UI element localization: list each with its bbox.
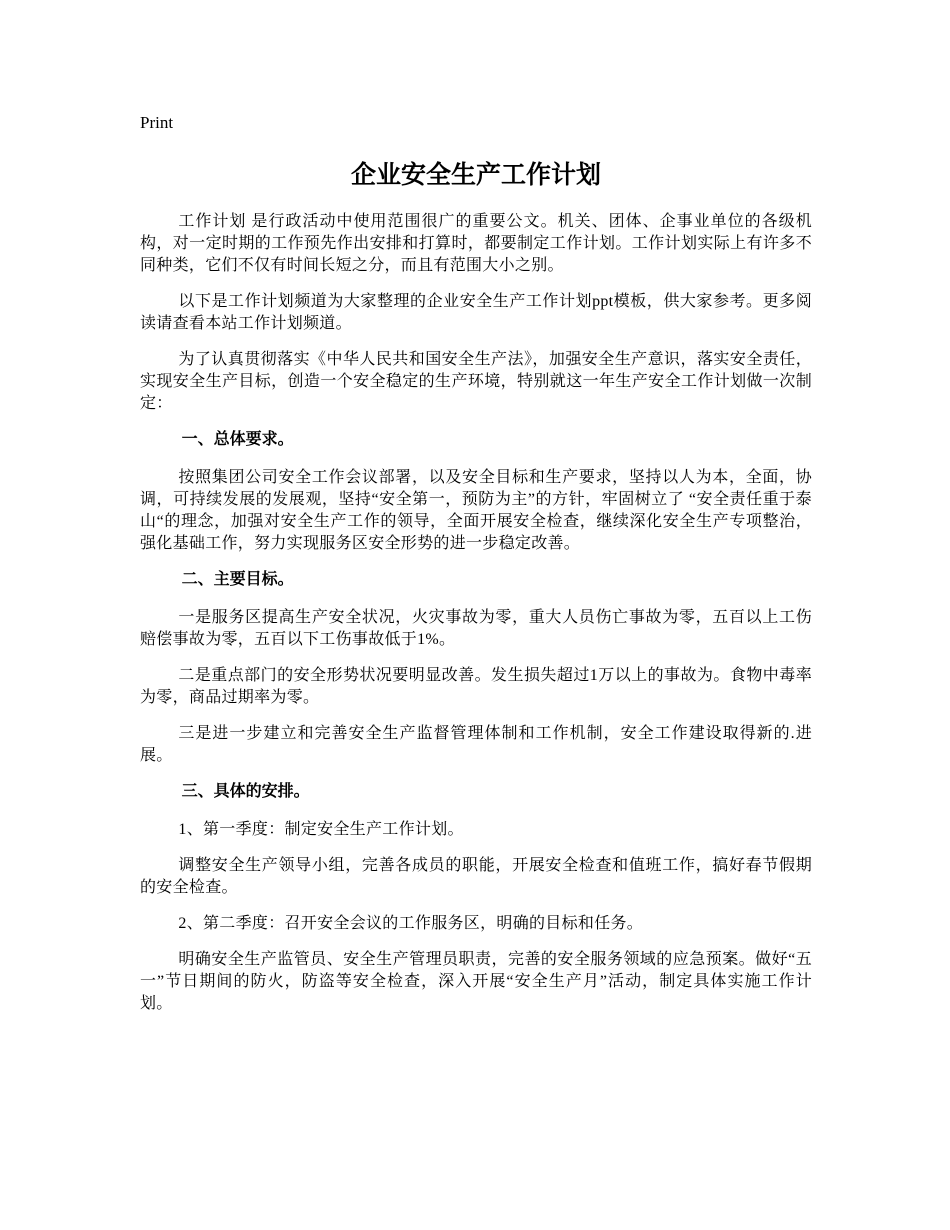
paragraph-goal-1: 一是服务区提高生产安全状况，火灾事故为零，重大人员伤亡事故为零，五百以上工伤赔偿事故为零，五百以下工伤事故低于1%。 — [140, 609, 812, 648]
paragraph-reference: 以下是工作计划频道为大家整理的企业安全生产工作计划ppt模板，供大家参考。更多阅读请查看本站工作计划频道。 — [140, 293, 812, 332]
page-title: 企业安全生产工作计划 — [350, 162, 601, 189]
section-heading-arrangements: 三、具体的安排。 — [181, 783, 310, 800]
section-heading-main-goals: 二、主要目标。 — [181, 571, 294, 588]
paragraph-q1-title: 1、第一季度：制定安全生产工作计划。 — [178, 821, 464, 838]
print-label: Print — [140, 113, 174, 132]
paragraph-q2-detail: 明确安全生产监管员、安全生产管理员职责，完善的安全服务领域的应急预案。做好“五一”节日期间的防火，防盗等安全检查，深入开展“安全生产月”活动，制定具体实施工作计划。 — [140, 951, 812, 1012]
section-heading-general-requirements: 一、总体要求。 — [181, 431, 294, 448]
paragraph-purpose: 为了认真贯彻落实《中华人民共和国安全生产法》，加强安全生产意识，落实安全责任，实现安全生产目标，创造一个安全稳定的生产环境，特别就这一年生产安全工作计划做一次制定： — [140, 351, 812, 412]
paragraph-intro: 工作计划 是行政活动中使用范围很广的重要公文。机关、团体、企事业单位的各级机构，对一定时期的工作预先作出安排和打算时，都要制定工作计划。工作计划实际上有许多不同种类，它们不仅有时间长短之分，而且有范围大小之别。 — [140, 213, 812, 274]
document-body — [140, 211, 812, 1029]
paragraph-q2-title: 2、第二季度：召开安全会议的工作服务区，明确的目标和任务。 — [178, 915, 644, 932]
paragraph-goal-3: 三是进一步建立和完善安全生产监督管理体制和工作机制，安全工作建设取得新的.进展。 — [140, 725, 812, 764]
paragraph-q1-detail: 调整安全生产领导小组，完善各成员的职能，开展安全检查和值班工作，搞好春节假期的安全检查。 — [140, 857, 812, 896]
paragraph-goal-2: 二是重点部门的安全形势状况要明显改善。发生损失超过1万以上的事故为。食物中毒率为零，商品过期率为零。 — [140, 667, 812, 706]
paragraph-general-requirements: 按照集团公司安全工作会议部署，以及安全目标和生产要求，坚持以人为本，全面，协调，可持续发展的发展观，坚持“安全第一，预防为主”的方针，牢固树立了 “安全责任重于泰山“的理念，加强对安全生产工作的领导，全面开展安全检查，继续深化安全生产专项整治，强化基础工作，努力实现服务区安全形势的进一步稳定改善。 — [140, 469, 812, 552]
